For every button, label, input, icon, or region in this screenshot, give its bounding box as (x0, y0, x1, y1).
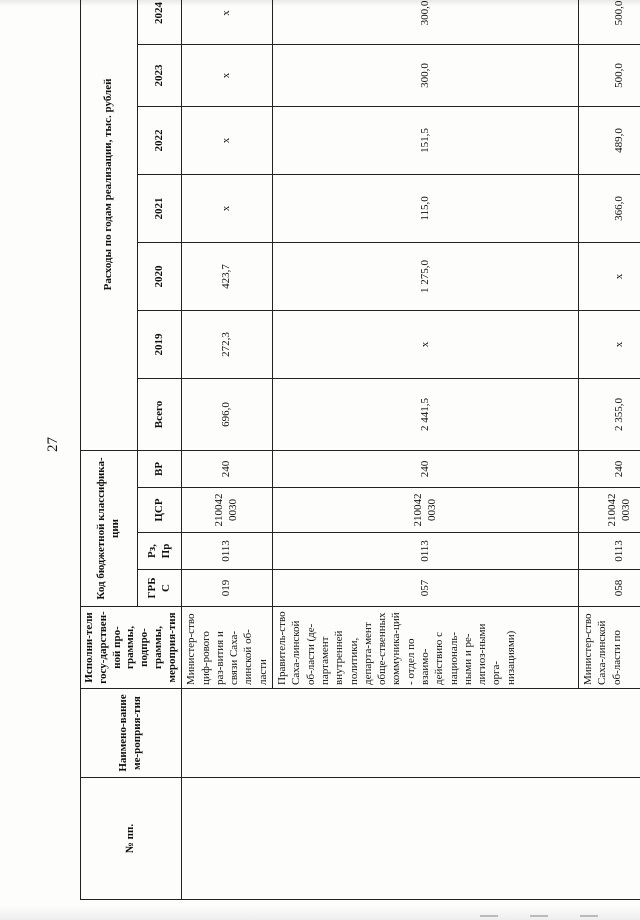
cell-total: 696,0 (182, 378, 273, 450)
cell-year-value: x (182, 44, 273, 106)
header-executors: Исполни-тели госу-дарствен-ной про-граммы, подпро-граммы, мероприя-тия (81, 607, 182, 689)
scan-mark (580, 915, 598, 917)
cell-year-value: x (182, 106, 273, 174)
header-year: 2020 (137, 242, 181, 310)
cell-vr: 240 (182, 450, 273, 487)
header-year: 2023 (137, 44, 181, 106)
cell-year-value: 272,3 (182, 310, 273, 378)
cell-csr: 210042 0030 (182, 488, 273, 533)
header-total: Всего (137, 378, 181, 450)
cell-total: 2 355,0 (579, 378, 640, 450)
cell-total: 2 441,5 (273, 378, 579, 450)
cell-executor: Министер-ство Саха-линской об-ласти по (579, 607, 640, 689)
scan-mark (480, 915, 498, 917)
header-rzpr: Рз, Пр (137, 533, 181, 570)
header-expenses: Расходы по годам реализации, тыс. рублей (81, 0, 138, 450)
cell-csr: 210042 0030 (273, 488, 579, 533)
cell-year-value: 1 275,0 (273, 242, 579, 310)
cell-year-value: 500,0 (579, 0, 640, 44)
cell-year-value: x (182, 174, 273, 242)
header-year: 2024 (137, 0, 181, 44)
cell-rzpr: 0113 (182, 533, 273, 570)
rotated-table-wrapper (80, 0, 640, 900)
cell-num (182, 778, 640, 900)
cell-year-value: 300,0 (273, 44, 579, 106)
cell-year-value: 423,7 (182, 242, 273, 310)
page-number: 27 (45, 437, 61, 452)
cell-year-value: x (273, 310, 579, 378)
cell-grbs: 057 (273, 570, 579, 607)
cell-year-value: 366,0 (579, 174, 640, 242)
header-year: 2022 (137, 106, 181, 174)
cell-year-value: x (182, 0, 273, 44)
table-row (182, 0, 273, 900)
cell-year-value: x (579, 310, 640, 378)
cell-executor: Министер-ство циф-рового раз-вития и связи Саха-линской об-ласти (182, 607, 273, 689)
header-year: 2019 (137, 310, 181, 378)
cell-executor: Правитель-ство Саха-линской об-ласти (де-партамент внутренней политики, департа-мент обще-ственных коммуника-ций - отдел по взаимо-действию с националь-ными и ре-лигиоз-ными орга-низациями) (273, 607, 579, 689)
cell-name (182, 689, 640, 778)
header-csr: ЦСР (137, 488, 181, 533)
cell-grbs: 058 (579, 570, 640, 607)
header-num: № пп. (81, 778, 182, 900)
scan-edge-bottom (0, 906, 640, 920)
cell-year-value: 115,0 (273, 174, 579, 242)
header-grbs: ГРБ С (137, 570, 181, 607)
cell-year-value: 151,5 (273, 106, 579, 174)
header-vr: ВР (137, 450, 181, 487)
header-budget-code: Код бюджетной классифика-ции (81, 450, 138, 606)
cell-rzpr: 0113 (273, 533, 579, 570)
cell-vr: 240 (579, 450, 640, 487)
cell-vr: 240 (273, 450, 579, 487)
header-year: 2021 (137, 174, 181, 242)
scan-mark (530, 915, 548, 917)
cell-grbs: 019 (182, 570, 273, 607)
header-name: Наимено-вание ме-роприя-тия (81, 689, 182, 778)
budget-table (80, 0, 640, 900)
cell-year-value: 300,0 (273, 0, 579, 44)
cell-year-value: 489,0 (579, 106, 640, 174)
cell-csr: 210042 0030 (579, 488, 640, 533)
cell-rzpr: 0113 (579, 533, 640, 570)
cell-year-value: 500,0 (579, 44, 640, 106)
cell-year-value: x (579, 242, 640, 310)
